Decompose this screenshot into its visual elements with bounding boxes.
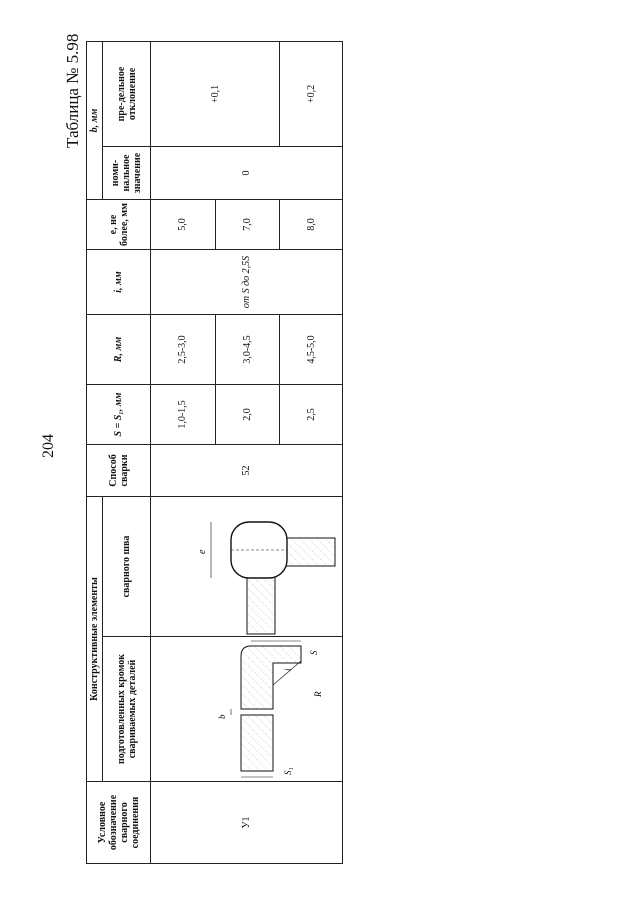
cell-method: 52: [151, 445, 343, 497]
header-i: i, мм: [87, 250, 151, 315]
weld-joint-table: [86, 42, 340, 864]
header-weld: сварного шва: [103, 497, 151, 637]
sketch-prepared-edges: [151, 637, 343, 782]
header-prepared-edges: подготовленных кромок свариваемых деталей: [103, 637, 151, 782]
header-b-nominal: номи-нальное значение: [103, 147, 151, 200]
cell-r-2: 4,5-5,0: [280, 315, 343, 385]
cell-b-deviation-1: +0,2: [280, 41, 343, 146]
header-method: Способ сварки: [87, 445, 151, 497]
header-r: R, мм: [87, 315, 151, 385]
page-number: 204: [40, 434, 57, 458]
cell-e-1: 7,0: [215, 200, 280, 250]
cell-b-nominal: 0: [151, 147, 343, 200]
cell-s-0: 1,0-1,5: [151, 385, 216, 445]
label-e: e: [197, 549, 208, 554]
cell-r-1: 3,0-4,5: [215, 315, 280, 385]
weld-seam-drawing: [151, 496, 339, 636]
label-s: S: [309, 650, 319, 655]
header-b-deviation: пре-дельное отклонение: [103, 41, 151, 146]
cell-b-deviation-0: +0,1: [151, 41, 280, 146]
header-s: S = S₁, мм: [87, 385, 151, 445]
cell-i: от S до 2,5S: [151, 250, 343, 315]
header-structural: Конструктивные элементы: [87, 497, 103, 782]
cell-s-2: 2,5: [280, 385, 343, 445]
header-b: b, мм: [87, 41, 103, 199]
header-designation: Условное обозначение сварного соединения: [87, 782, 151, 864]
cell-r-0: 2,5-3,0: [151, 315, 216, 385]
sketch-weld: [151, 497, 343, 637]
label-r: R: [313, 691, 323, 697]
edge-preparation-drawing: [151, 636, 339, 781]
cell-e-2: 8,0: [280, 200, 343, 250]
table-title: Таблица № 5.98: [63, 33, 82, 148]
cell-designation: У1: [151, 782, 343, 864]
cell-s-1: 2,0: [215, 385, 280, 445]
label-i: i: [283, 668, 293, 671]
label-s1: S₁: [283, 767, 293, 775]
cell-e-0: 5,0: [151, 200, 216, 250]
label-b: b: [217, 714, 227, 719]
header-e: e, не более, мм: [87, 200, 151, 250]
